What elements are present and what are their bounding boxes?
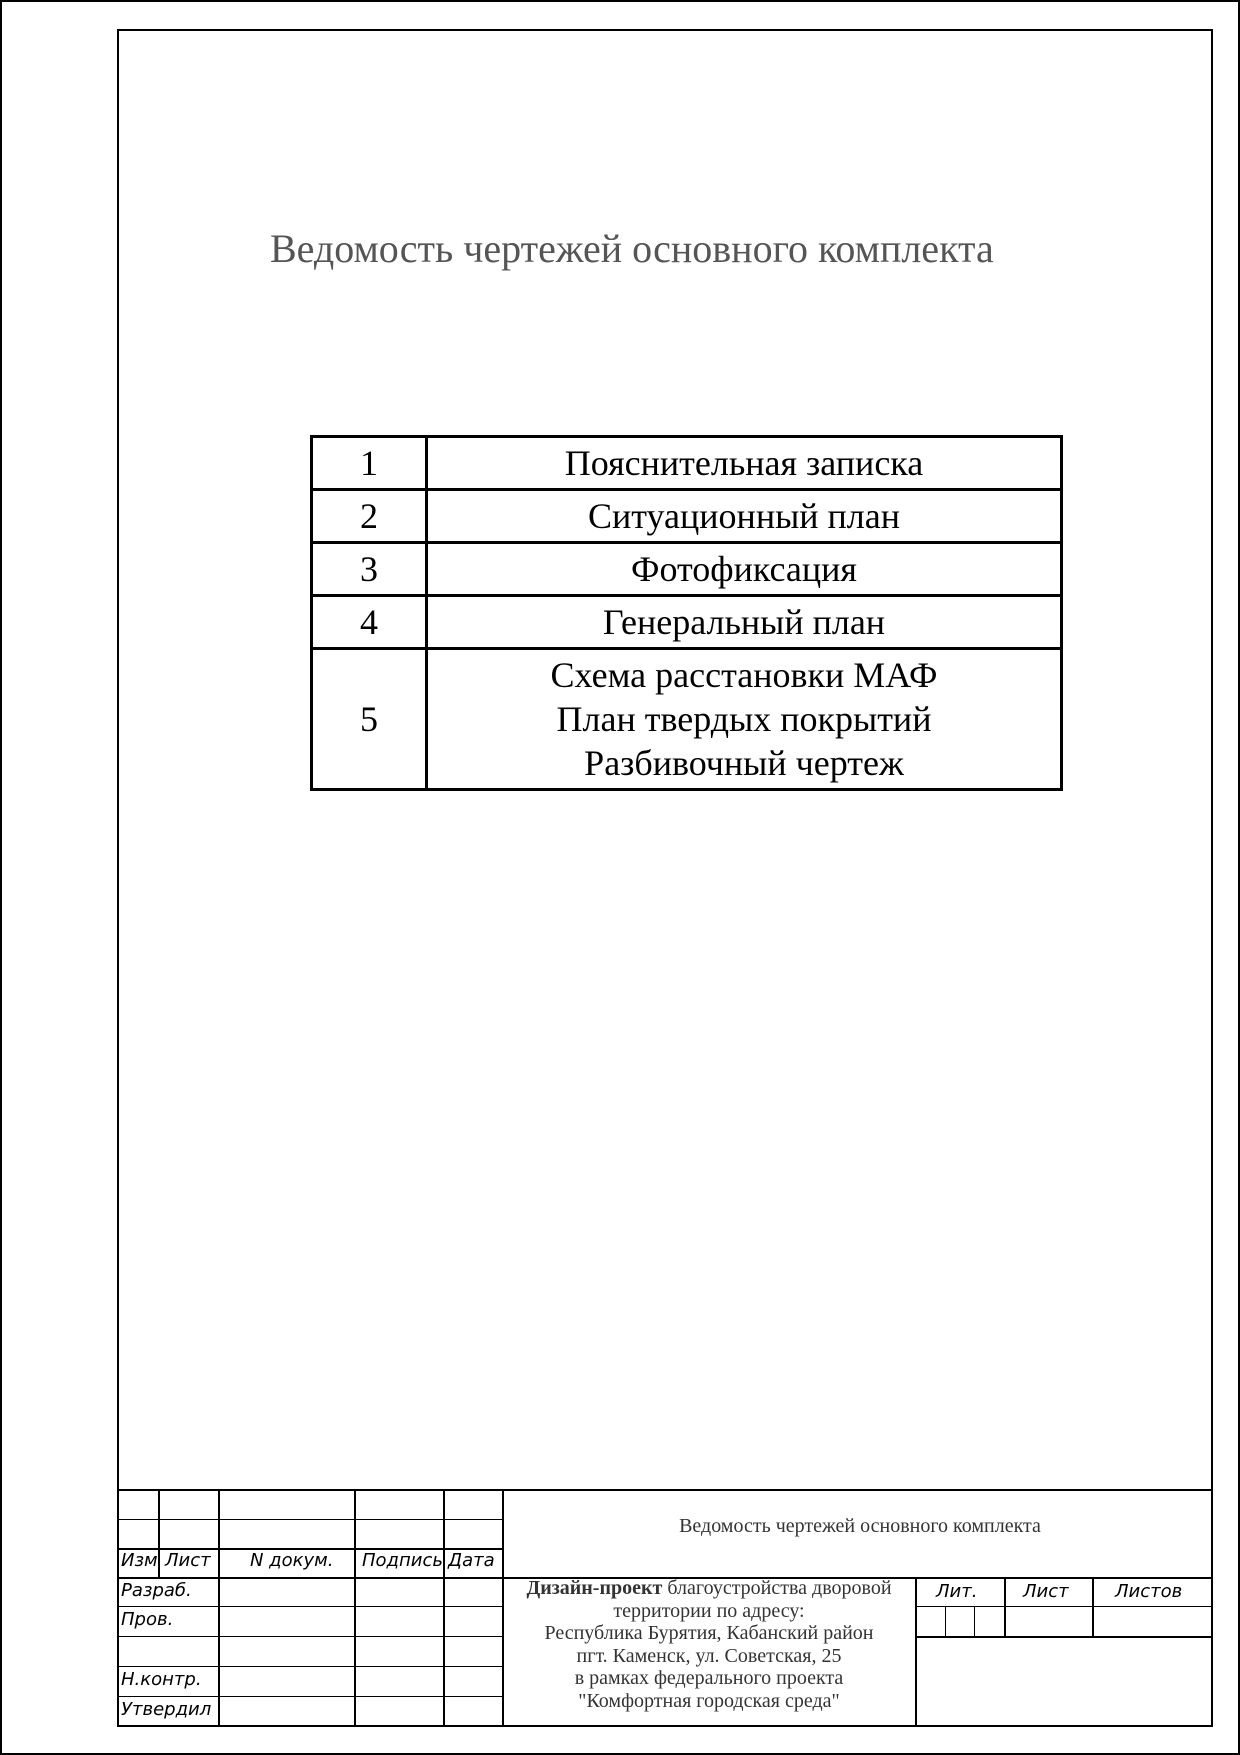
razrab-label: Разраб.: [121, 1580, 192, 1601]
project-line-3: Республика Бурятия, Кабанский район: [544, 1622, 874, 1644]
project-line-6: "Комфортная городская среда": [578, 1689, 840, 1712]
drawing-title: [427, 543, 1062, 596]
drawing-number: 3: [312, 543, 427, 596]
drawing-title: [427, 649, 1062, 790]
drawing-title: [427, 490, 1062, 543]
drawing-number: 2: [312, 490, 427, 543]
project-line-1: благоустройства дворовой: [667, 1577, 892, 1599]
drawing-title-line: Ситуационный план: [587, 496, 901, 536]
drawing-title-line: Генеральный план: [602, 602, 886, 642]
drawing-number: 5: [312, 649, 427, 790]
table-row: [312, 490, 1062, 543]
project-bold: Дизайн-проект: [526, 1577, 663, 1599]
sheets-total-label: Листов: [1115, 1581, 1183, 1602]
project-line-2: территории по адресу:: [613, 1599, 805, 1622]
drawing-number: 4: [312, 596, 427, 649]
drawing-number: 1: [312, 437, 427, 490]
page-title: Ведомость чертежей основного комплекта: [270, 226, 994, 271]
lit-label: Лит.: [936, 1581, 978, 1602]
table-row: [312, 596, 1062, 649]
drawing-frame: [117, 29, 1213, 1727]
drawing-title: [427, 596, 1062, 649]
table-row: [312, 649, 1062, 790]
data-header: Дата: [448, 1550, 495, 1571]
prov-label: Пров.: [121, 1609, 174, 1630]
drawing-title-line: Пояснительная записка: [564, 443, 924, 483]
drawing-title-line: Разбивочный чертеж: [584, 743, 904, 783]
table-row: [312, 543, 1062, 596]
table-row: [312, 437, 1062, 490]
drawing-title: [427, 437, 1062, 490]
izm-header: Изм: [121, 1550, 158, 1571]
drawings-table: [310, 435, 1063, 791]
list-header: Лист: [165, 1550, 211, 1571]
drawing-title-line: Схема расстановки МАФ: [550, 655, 938, 695]
utverdil-label: Утвердил: [121, 1699, 212, 1720]
sheet-label: Лист: [1023, 1581, 1069, 1602]
drawing-title-line: План твердых покрытий: [556, 699, 932, 739]
podpis-header: Подпись: [362, 1550, 443, 1571]
sheet-title: Ведомость чертежей основного комплекта: [679, 1515, 1041, 1537]
project-line-4: пгт. Каменск, ул. Советская, 25: [576, 1644, 842, 1667]
n-dokum-header: N докум.: [250, 1550, 334, 1571]
project-line-5: в рамках федерального проекта: [574, 1667, 844, 1689]
project-description: [504, 1577, 914, 1712]
n-kontr-label: Н.контр.: [121, 1669, 202, 1690]
drawing-title-line: Фотофиксация: [631, 549, 857, 589]
